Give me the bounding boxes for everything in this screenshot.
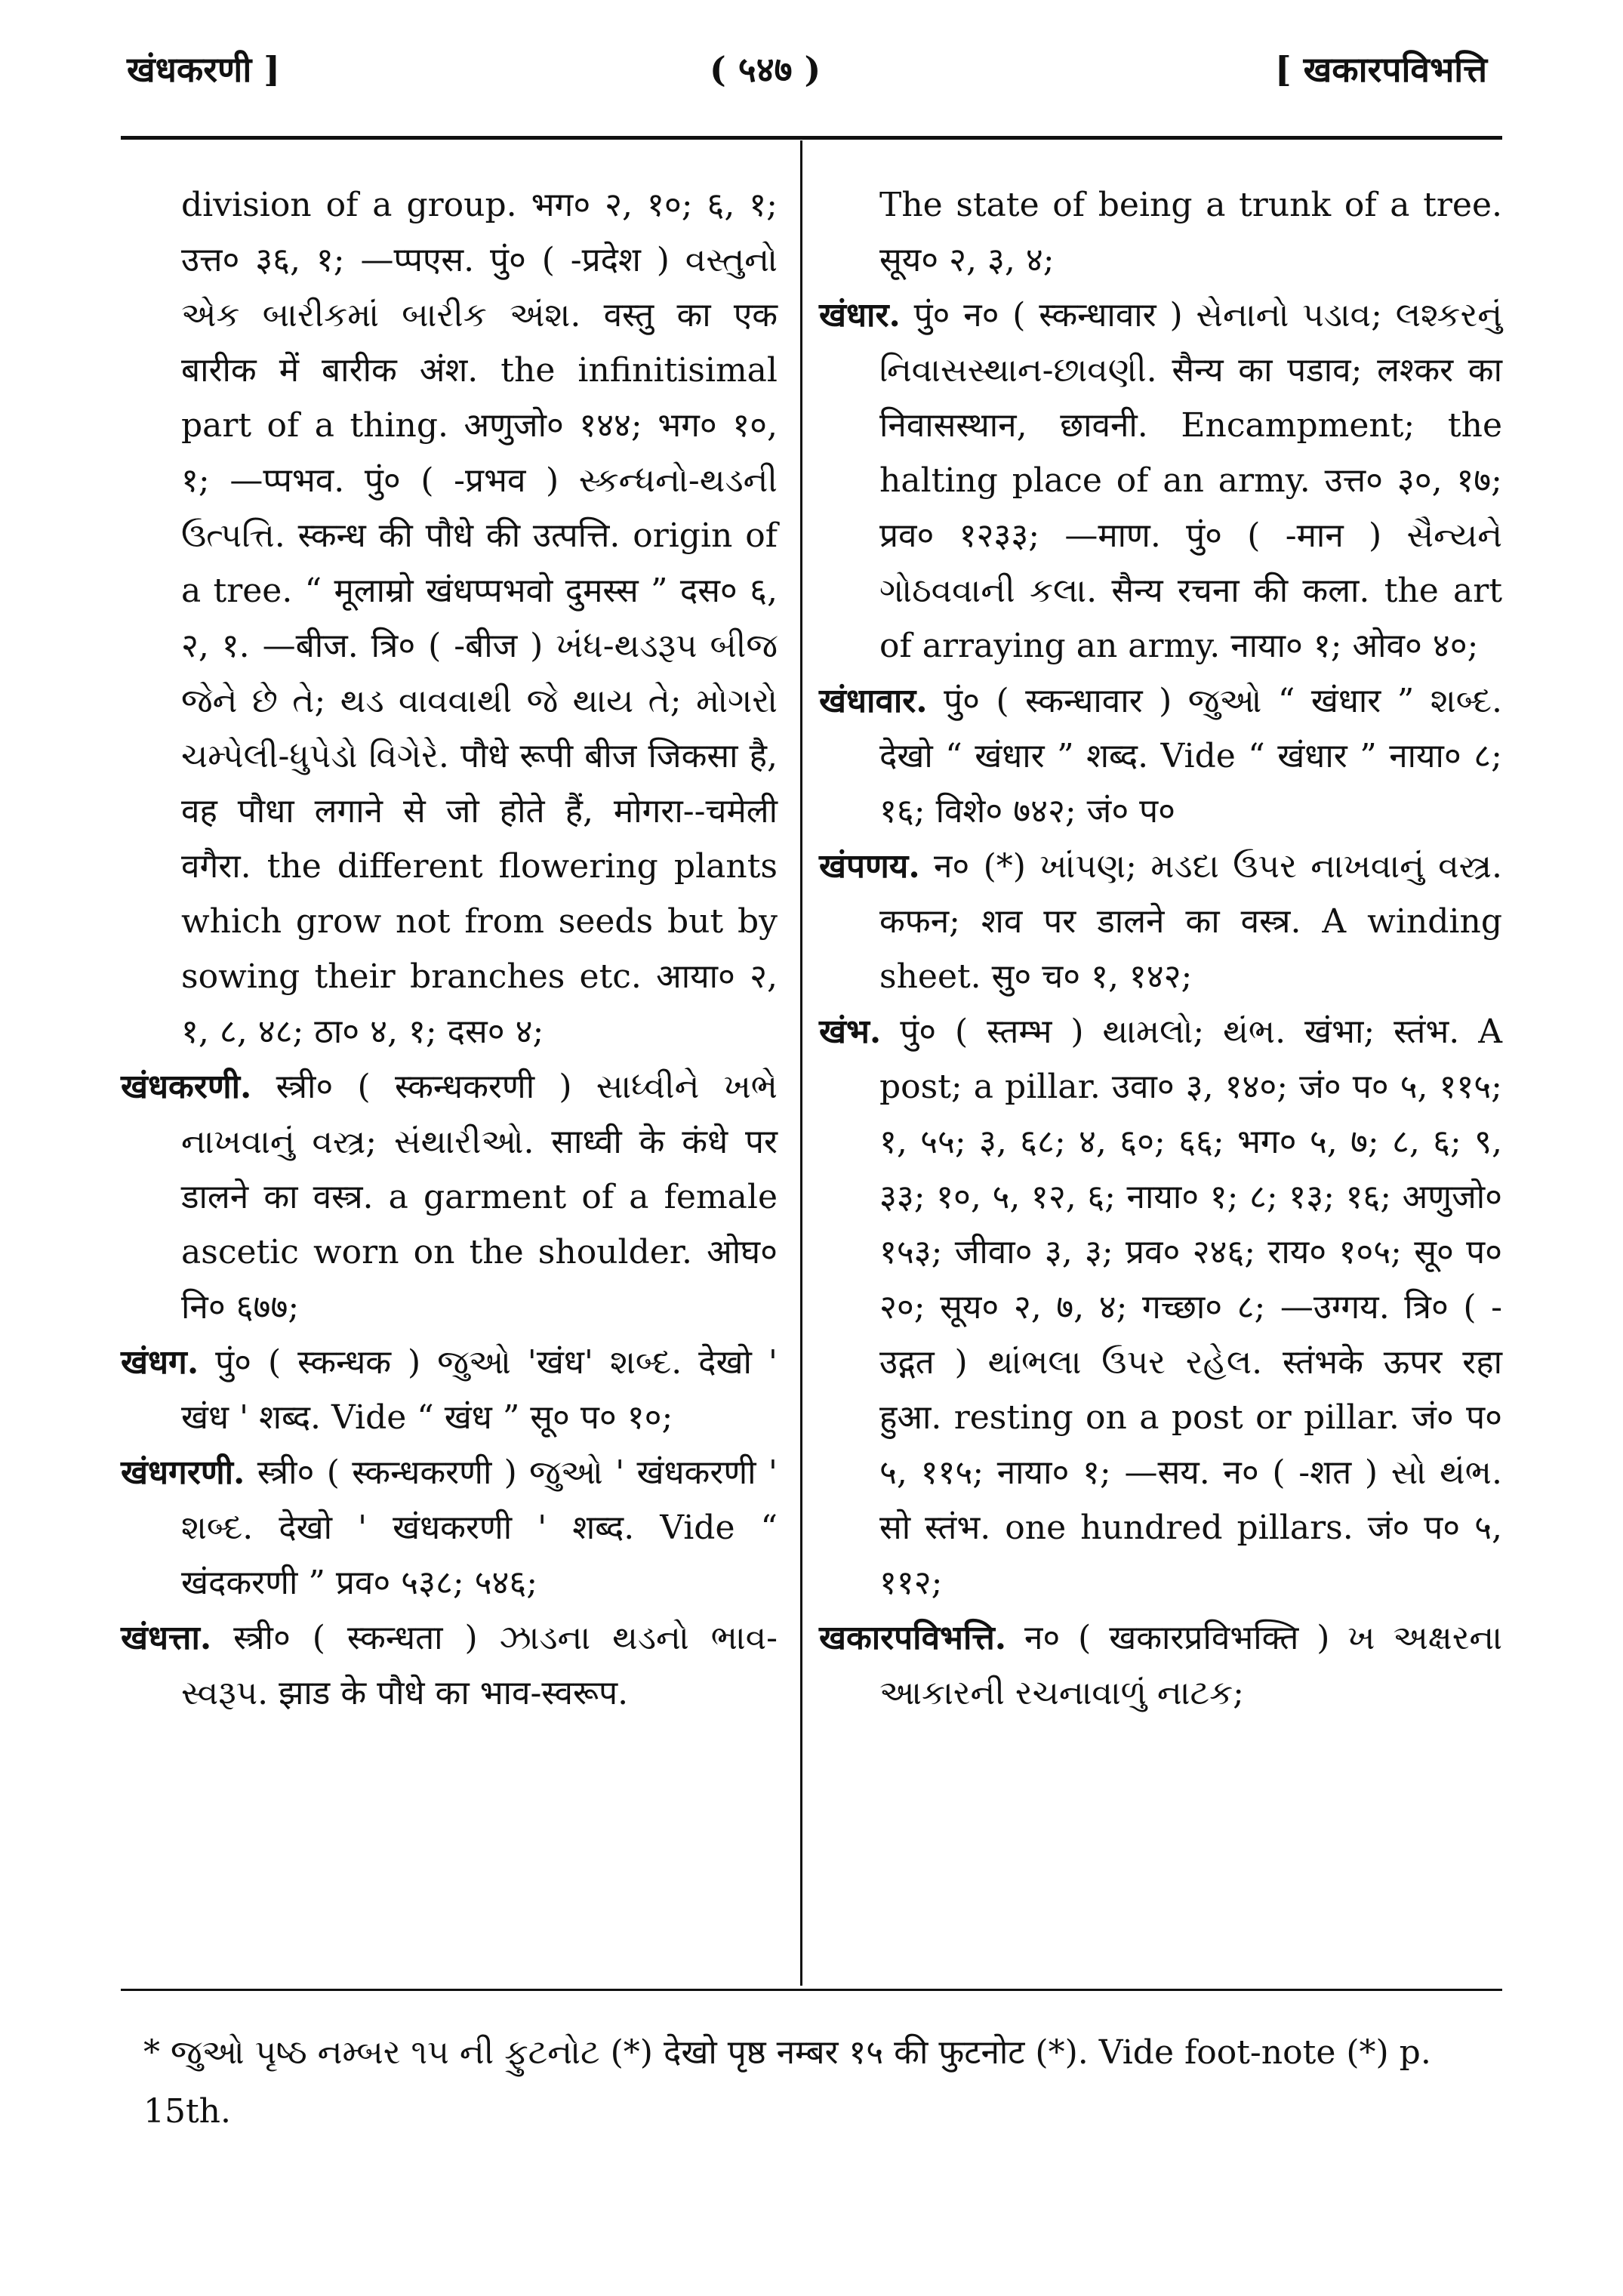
running-head-right: [ खकारपविभत्ति <box>1274 49 1487 90</box>
entry-headword: खंधकरणी. <box>121 1068 252 1106</box>
entry-text: पुं० न० ( स्कन्धावार ) સેનાનો પડાવ; લશ્કરનું નિવાસસ્થાન-છાવણી. सैन्य का पडाव; लश्कर का निवासस्थान, छावनी. Encampment; the halting place of an army. उत्त० ३०, १७; प्रव० १२३३; —माण. पुं० ( -मान ) સૈન્યને ગોઠવવાની કલા. सैन्य रचना की कला. the art of arraying an army. नाया० १; ओव० ४०; <box>879 296 1502 665</box>
dictionary-entry <box>819 839 1502 1004</box>
left-column <box>121 177 778 1721</box>
entry-text: The state of being a trunk of a tree. सूय० २, ३, ४; <box>879 186 1502 279</box>
entry-text: division of a group. भग० २, १०; ६, १; उत्त० ३६, १; —प्पएस. पुं० ( -प्रदेश ) વસ્તુનો એક બારીકમાં બારીક અંશ. वस्तु का एक बारीक में बारीक अंश. the infinitisimal part of a thing. अणुजो० १४४; भग० १०, १; —प्पभव. पुं० ( -प्रभव ) સ્કન્ધનો-થડની ઉત્પત્તિ. स्कन्ध की पौधे की उत्पत्ति. origin of a tree. “ मूलाम्रो खंधप्पभवो दुमस्स ” दस० ६, २, १. —बीज. त्रि० ( -बीज ) ખંધ-થડરૂપ બીજ જેને છે તે; થડ વાવવાથી જે થાય તે; મોગરો ચમ્પેલી-ધુપેડો વિગેરે. पौधे रूपी बीज जिकसा है, वह पौधा लगाने से जो होते हैं, मोगरा--चमेली वगैरा. the different flowering plants which grow not from seeds but by sowing their branches etc. आया० २, १, ८, ४८; ठा० ४, १; दस० ४; <box>181 186 778 1051</box>
dictionary-entry <box>121 1335 778 1445</box>
footnote: * જુઓ પૃષ્ઠ નમ્બર ૧૫ ની ફુટનોટ (*) देखो पृष्ठ नम्बर १५ की फुटनोट (*). Vide foot-note (*) p. 15th. <box>143 2033 1431 2131</box>
entry-text: न० (*) ખાંપણ; મડદા ઉપર નાખવાનું વસ્ત્ર. कफन; शव पर डालने का वस्त्र. A winding sheet. सु० च० १, १४२; <box>879 847 1502 996</box>
entry-headword: खंधार. <box>819 296 901 334</box>
entry-text: पुं० ( स्कन्धक ) જુઓ 'खंध' શબ્દ. देखो ' खंध ' शब्द. Vide “ खंध ” सू० प० १०; <box>181 1343 778 1437</box>
entry-text: पुं० ( स्कन्धावार ) જુઓ “ खंधार ” શબ્દ. देखो “ खंधार ” शब्द. Vide “ खंधार ” नाया० ८; १६; विशे० ७४२; जं० प० <box>879 682 1502 831</box>
entry-headword: खंधत्ता. <box>121 1619 212 1657</box>
entry-headword: खंधग. <box>121 1343 199 1382</box>
entry-headword: खंभ. <box>819 1012 882 1051</box>
header-rule <box>121 136 1502 140</box>
dictionary-entry <box>819 673 1502 839</box>
entry-headword: खकारपविभत्ति. <box>819 1619 1007 1657</box>
running-head-left: खंधकरणी ] <box>127 49 281 90</box>
entry-headword: खंधगरणी. <box>121 1453 245 1492</box>
entry-text: न० ( खकारप्रविभक्ति ) ખ અક્ષરના આકારની રચનાવાળું નાટક; <box>879 1619 1502 1712</box>
entry-headword: खंधावार. <box>819 682 928 720</box>
column-divider <box>800 140 802 1986</box>
page-number: ( ५४७ ) <box>710 49 821 90</box>
entry-text: स्त्री० ( स्कन्धकरणी ) જુઓ ' खंधकरणी ' શબ્દ. देखो ' खंधकरणी ' शब्द. Vide “ खंदकरणी ” प्रव० ५३८; ५४६; <box>181 1453 778 1602</box>
dictionary-entry <box>121 1610 778 1721</box>
dictionary-entry <box>121 1445 778 1610</box>
footnote-rule <box>121 1989 1502 1991</box>
dictionary-entry <box>121 1059 778 1335</box>
entry-continuation <box>819 177 1502 288</box>
entry-text: स्त्री० ( स्कन्धकरणी ) સાધ્વીને ખભે નાખવાનું વસ્ત્ર; સંથારીઓ. साध्वी के कंधे पर डालने का वस्त्र. a garment of a female ascetic worn on the shoulder. ओघ० नि० ६७७; <box>181 1068 778 1327</box>
dictionary-entry <box>819 1004 1502 1610</box>
entry-continuation <box>121 177 778 1059</box>
dictionary-entry <box>819 1610 1502 1721</box>
entry-headword: खंपणय. <box>819 847 920 886</box>
dictionary-entry <box>819 288 1502 673</box>
entry-text: स्त्री० ( स्कन्धता ) ઝાડના થડનો ભાવ-સ્વરૂપ. झाड के पौधे का भाव-स्वरूप. <box>181 1619 778 1712</box>
right-column <box>819 177 1502 1721</box>
entry-text: पुं० ( स्तम्भ ) થામલો; થંભ. खंभा; स्तंभ. A post; a pillar. उवा० ३, १४०; जं० प० ५, ११५; १, ५५; ३, ६८; ४, ६०; ६६; भग० ५, ७; ८, ६; ९, ३३; १०, ५, १२, ६; नाया० १; ८; १३; १६; अणुजो० १५३; जीवा० ३, ३; प्रव० २४६; राय० १०५; सू० प० २०; सूय० २, ७, ४; गच्छा० ८; —उग्गय. त्रि० ( -उद्गत ) થાંભલા ઉપર રહેલ. स्तंभके ऊपर रहा हुआ. resting on a post or pillar. जं० प० ५, ११५; नाया० १; —सय. न० ( -शत ) સો થંભ. सो स्तंभ. one hundred pillars. जं० प० ५, ११२; <box>879 1012 1502 1602</box>
